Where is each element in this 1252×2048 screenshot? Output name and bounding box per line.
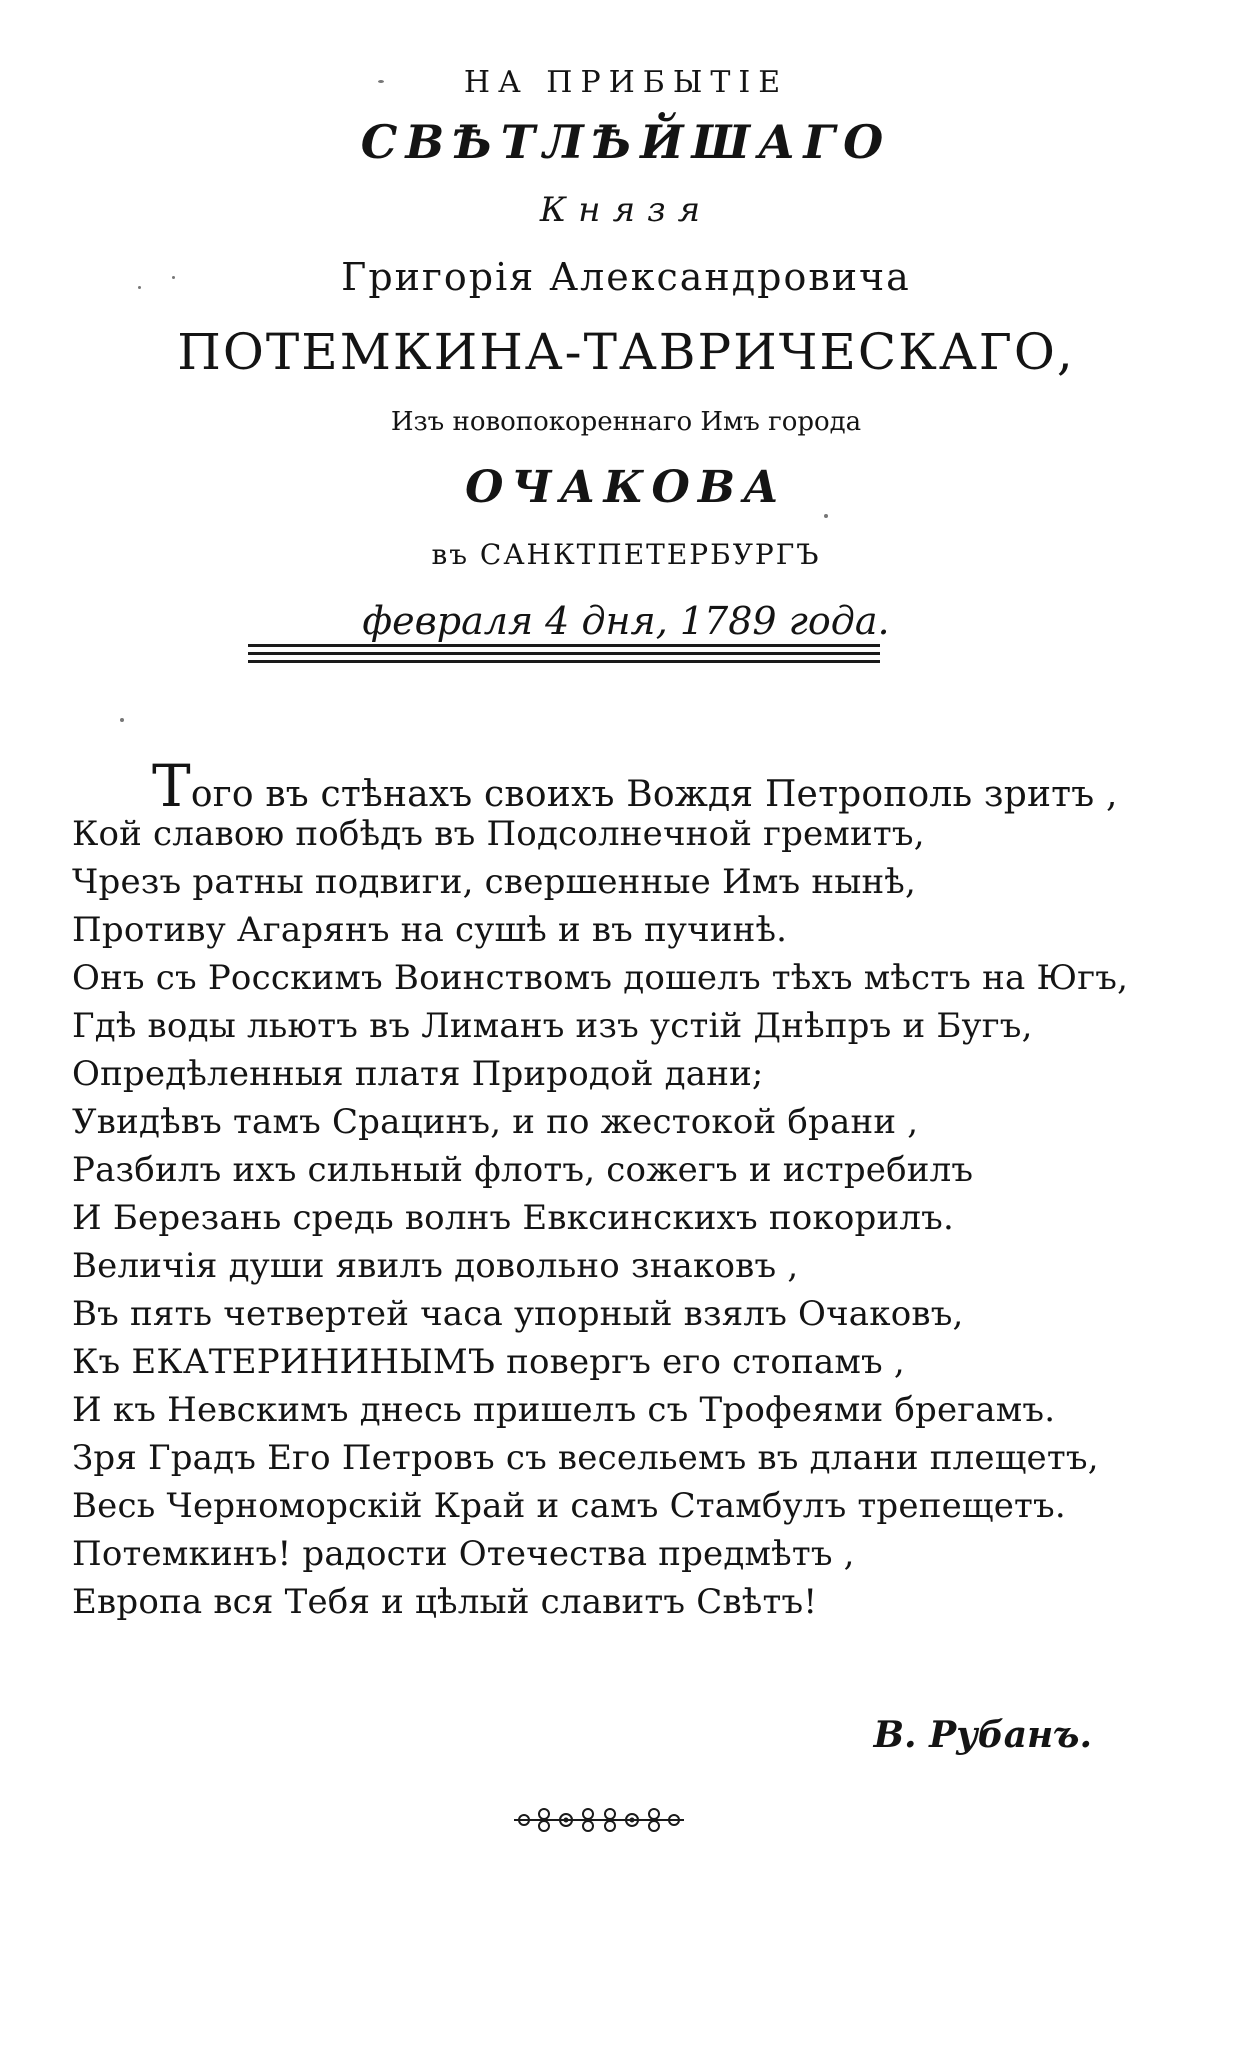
title-block [0,60,1252,656]
poem-first-line [72,752,1192,820]
poem-body [72,752,1192,1674]
divider-rule-top [248,644,880,647]
divider-rule-bottom [248,660,880,663]
ink-speck [138,286,141,289]
title-line-destination: въ САНКТПЕТЕРБУРГЪ [431,538,821,571]
poem-line: Гдѣ воды льютъ въ Лиманъ изъ устій Днѣпръ и Бугъ, [72,1006,1033,1046]
poem-line: Чрезъ ратны подвиги, свершенные Имъ нынѣ, [72,862,917,902]
floral-ornament-icon [510,1802,688,1838]
poem-line: Къ ЕКАТЕРИНИНЫМЪ повергъ его стопамъ , [72,1342,905,1382]
title-line-given-name: Григорія Александровича [341,255,911,299]
title-line-from-city: Изъ новопокореннаго Имъ города [390,407,862,437]
poem-line [72,1626,1192,1674]
title-line-occasion: НА ПРИБЫТІЕ [463,65,789,100]
title-line-city: ОЧАКОВА [465,462,787,513]
poem-line: Противу Агарянъ на сушѣ и въ пучинѣ. [72,910,788,950]
title-line-prince: Князя [539,190,713,230]
poem-line: Разбилъ ихъ сильный флотъ, сожегъ и истребилъ [72,1150,974,1190]
poem-dropcap: Т [152,752,191,820]
title-line-honorific: СВѢТЛѢЙШАГО [360,115,892,169]
poem-line: Европа вся Тебя и цѣлый славитъ Свѣтъ! [72,1582,818,1622]
poem-first-line-text: ого въ стѣнахъ своихъ Вождя Петрополь зритъ , [190,774,1118,815]
title-line-date: февраля 4 дня, 1789 года. [362,599,890,643]
author-signature: В. Рубанъ. [873,1714,1092,1756]
poem-line: Кой славою побѣдъ въ Подсолнечной гремитъ, [72,814,925,854]
poem-line: Онъ съ Росскимъ Воинствомъ дошелъ тѣхъ мѣстъ на Югъ, [72,958,1129,998]
poem-line: Въ пять четвертей часа упорный взялъ Очаковъ, [72,1294,964,1334]
poem-line: И Березань средь волнъ Евксинскихъ покорилъ. [72,1198,954,1238]
divider-rule-middle [248,652,880,655]
poem-line: Опредѣленныя платя Природой дани; [72,1054,764,1094]
ink-speck [172,276,175,279]
poem-line: Весь Черноморскій Край и самъ Стамбулъ трепещетъ. [72,1486,1066,1526]
poem-line: Зря Градъ Его Петровъ съ весельемъ въ длани плещетъ, [72,1438,1099,1478]
ink-speck [824,514,828,518]
ink-speck [378,80,384,83]
ink-speck [120,718,124,722]
poem-line: Величія души явилъ довольно знаковъ , [72,1246,799,1286]
poem-line: И къ Невскимъ днесь пришелъ съ Трофеями брегамъ. [72,1390,1056,1430]
title-line-surname: ПОТЕМКИНА-ТАВРИЧЕСКАГО, [177,323,1075,381]
poem-line: Потемкинъ! радости Отечества предмѣтъ , [72,1534,855,1574]
poem-line: Увидѣвъ тамъ Срацинъ, и по жестокой брани , [72,1102,919,1142]
